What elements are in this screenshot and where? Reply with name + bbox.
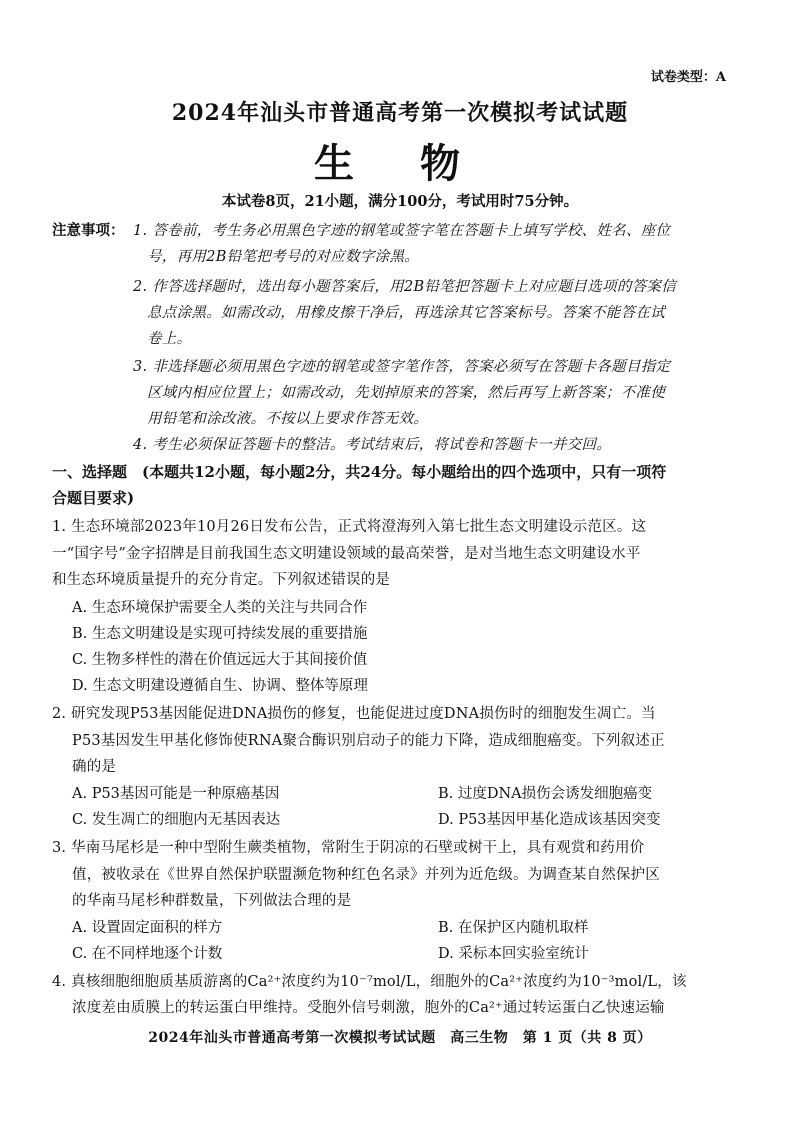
question-3-line: 3. 华南马尾杉是一种中型附生蕨类植物，常附生于阴凉的石壁或树干上，具有观赏和药用价 xyxy=(52,840,645,856)
question-1-option-b: B. 生态文明建设是实现可持续发展的重要措施 xyxy=(72,626,368,642)
paper-type-label: 试卷类型：A xyxy=(650,70,726,85)
question-2-option-d: D. P53基因甲基化造成该基因突变 xyxy=(438,812,661,828)
section-heading: 一、选择题 (本题共12小题，每小题2分，共24分。每小题给出的四个选项中，只有一项符 xyxy=(52,463,667,481)
question-2-line: P53基因发生甲基化修饰使RNA聚合酶识别启动子的能力下降，造成细胞癌变。下列叙述正 xyxy=(72,733,665,749)
question-3-line: 的华南马尾杉种群数量，下列做法合理的是 xyxy=(72,893,352,909)
page-footer: 2024年汕头市普通高考第一次模拟考试试题 高三生物 第 1 页（共 8 页） xyxy=(148,1030,652,1046)
question-3-line: 值，被收录在《世界自然保护联盟濒危物种红色名录》并列为近危级。为调查某自然保护区 xyxy=(72,867,660,883)
question-1-line: 一“国字号”金字招牌是目前我国生态文明建设领域的最高荣誉，是对当地生态文明建设水平 xyxy=(52,546,641,562)
question-1-option-d: D. 生态文明建设遵循自生、协调、整体等原理 xyxy=(72,678,368,694)
notice-line: 3. 非选择题必须用黑色字迹的钢笔或签字笔作答，答案必须写在答题卡各题目指定 xyxy=(133,359,671,375)
subject-title: 生 物 xyxy=(314,140,486,187)
question-2-option-c: C. 发生凋亡的细胞内无基因表达 xyxy=(72,812,281,828)
question-1-line: 1. 生态环境部2023年10月26日发布公告，正式将澄海列入第七批生态文明建设示范区。这 xyxy=(52,519,647,535)
notice-line: 息点涂黑。如需改动，用橡皮擦干净后，再选涂其它答案标号。答案不能答在试 xyxy=(147,305,665,321)
question-3-option-c: C. 在不同样地逐个计数 xyxy=(72,946,223,962)
notice-line: 用铅笔和涂改液。不按以上要求作答无效。 xyxy=(147,411,429,427)
question-3-option-b: B. 在保护区内随机取样 xyxy=(438,920,589,936)
question-3-option-d: D. 采标本回实验室统计 xyxy=(438,946,589,962)
question-2-line: 确的是 xyxy=(72,759,117,775)
question-4-line: 4. 真核细胞细胞质基质游离的Ca²⁺浓度约为10⁻⁷mol/L，细胞外的Ca²⁺浓度约为10⁻³mol/L，该 xyxy=(52,974,687,990)
notice-line: 1. 答卷前，考生务必用黑色字迹的钢笔或签字笔在答题卡上填写学校、姓名、座位 xyxy=(133,223,671,239)
question-1-line: 和生态环境质量提升的充分肯定。下列叙述错误的是 xyxy=(52,572,391,588)
notice-line: 区域内相应位置上；如需改动，先划掉原来的答案，然后再写上新答案；不准使 xyxy=(147,385,665,401)
exam-title: 2024年汕头市普通高考第一次模拟考试试题 xyxy=(171,100,629,126)
notice-line: 4. 考生必须保证答题卡的整洁。考试结束后，将试卷和答题卡一并交回。 xyxy=(133,437,612,453)
question-4-line: 浓度差由质膜上的转运蛋白甲维持。受胞外信号刺激，胞外的Ca²⁺通过转运蛋白乙快速运输 xyxy=(72,1000,665,1016)
notice-line: 卷上。 xyxy=(147,331,192,347)
notice-line: 号，再用2B铅笔把考号的对应数字涂黑。 xyxy=(147,249,420,265)
question-2-option-a: A. P53基因可能是一种原癌基因 xyxy=(72,786,280,802)
question-2-line: 2. 研究发现P53基因能促进DNA损伤的修复，也能促进过度DNA损伤时的细胞发生凋亡。当 xyxy=(52,706,656,722)
question-2-option-b: B. 过度DNA损伤会诱发细胞癌变 xyxy=(438,786,653,802)
notice-line: 2. 作答选择题时，选出每小题答案后，用2B铅笔把答题卡上对应题目选项的答案信 xyxy=(133,279,677,295)
section-heading-cont: 合题目要求) xyxy=(52,489,135,507)
question-1-option-a: A. 生态环境保护需要全人类的关注与共同合作 xyxy=(72,600,368,616)
question-1-option-c: C. 生物多样性的潜在价值远远大于其间接价值 xyxy=(72,652,368,668)
question-3-option-a: A. 设置固定面积的样方 xyxy=(72,920,223,936)
notice-label: 注意事项： xyxy=(52,222,125,239)
exam-info: 本试卷8页，21小题，满分100分，考试用时75分钟。 xyxy=(221,193,579,210)
